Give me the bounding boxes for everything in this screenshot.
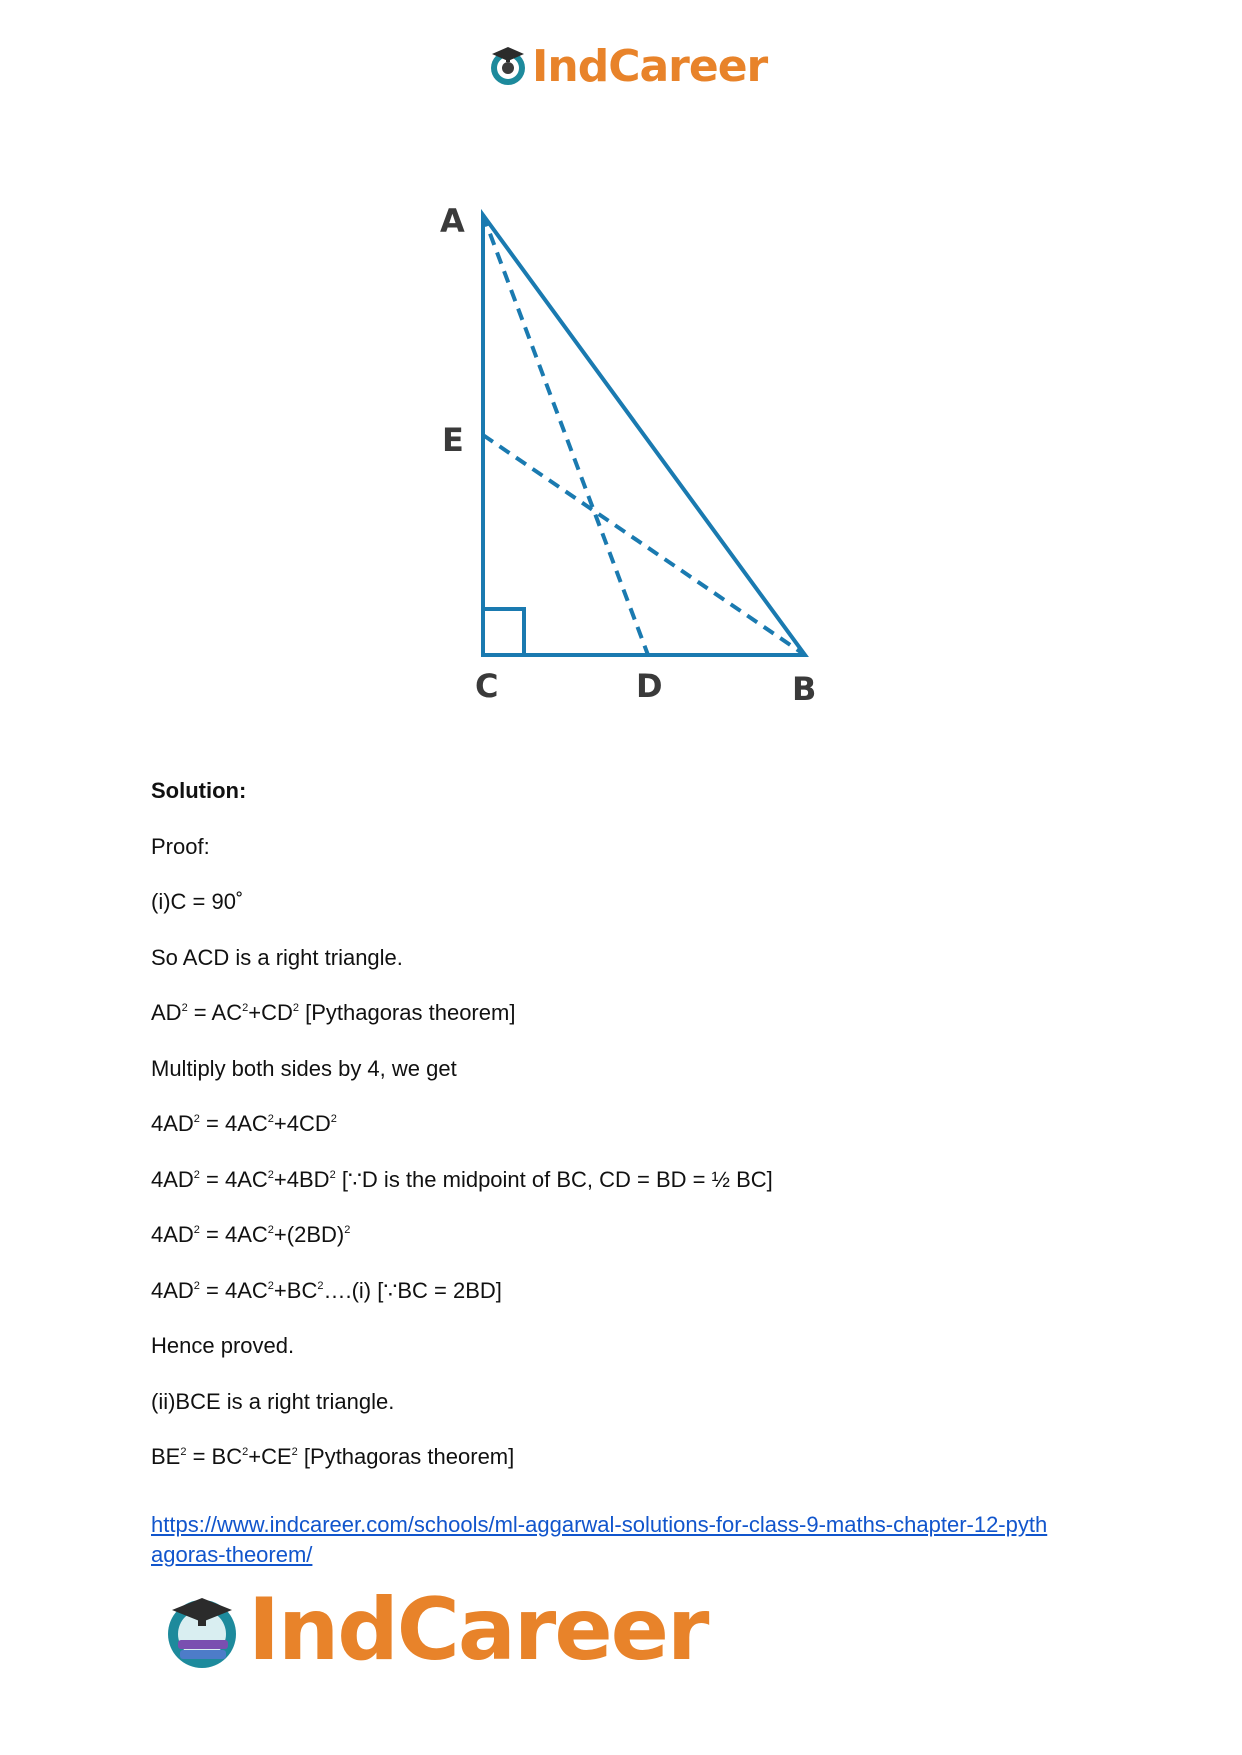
part-one-statement: (i)C = 90˚ bbox=[151, 889, 244, 914]
dashed-line-be bbox=[483, 435, 805, 655]
source-link[interactable] bbox=[151, 1510, 1111, 1570]
source-link-line-2[interactable]: agoras-theorem/ bbox=[151, 1542, 313, 1567]
equation-4: $4AD^2 = 4AC^2+(2BD)^2$ bbox=[151, 1222, 351, 1247]
equation-1: $AD^2 = AC^2+CD^2$ [Pythagoras theorem] bbox=[151, 1000, 516, 1025]
hence-proved: Hence proved. bbox=[151, 1333, 295, 1358]
label-b: B bbox=[792, 670, 817, 708]
solution-content bbox=[151, 778, 1111, 1500]
equation-5: $4AD^2$ = $4AC^2+BC^2\dots.(i)$ [∵BC = 2BD] bbox=[151, 1277, 502, 1303]
label-c: C bbox=[475, 667, 499, 705]
right-triangle-acd: So ACD is a right triangle. bbox=[151, 944, 403, 970]
part-two-statement: (ii)BCE is a right triangle. bbox=[151, 1388, 395, 1414]
triangle-figure bbox=[430, 195, 850, 725]
dashed-line-ad bbox=[483, 215, 648, 655]
proof-label: Proof: bbox=[151, 833, 210, 859]
right-angle-marker bbox=[483, 609, 524, 655]
header-logo-text: IndCareer bbox=[532, 40, 768, 92]
graduation-books-globe-icon bbox=[160, 1588, 244, 1672]
solution-heading: Solution: bbox=[151, 778, 247, 803]
footer-logo-text: IndCareer bbox=[248, 1580, 708, 1680]
header-logo bbox=[486, 40, 767, 92]
label-d: D bbox=[636, 667, 663, 705]
equation-2: $4AD^2 = 4AC^2+4CD^2$ bbox=[151, 1111, 337, 1136]
graduation-globe-icon bbox=[486, 44, 530, 88]
equation-3: $4AD^2 = 4AC^2+4BD^2$ [∵D is the midpoint of BC, CD = BD = ½ BC] bbox=[151, 1166, 773, 1192]
triangle-acb bbox=[483, 215, 805, 655]
footer-logo bbox=[160, 1580, 707, 1680]
label-e: E bbox=[442, 421, 464, 459]
equation-6: $BE^2 = BC^2+CE^2$ [Pythagoras theorem] bbox=[151, 1444, 515, 1469]
source-link-line-1[interactable]: https://www.indcareer.com/schools/ml-aggarwal-solutions-for-class-9-maths-chapter-12-pyth bbox=[151, 1512, 1048, 1537]
multiply-statement: Multiply both sides by 4, we get bbox=[151, 1055, 457, 1081]
label-a: A bbox=[440, 202, 465, 240]
